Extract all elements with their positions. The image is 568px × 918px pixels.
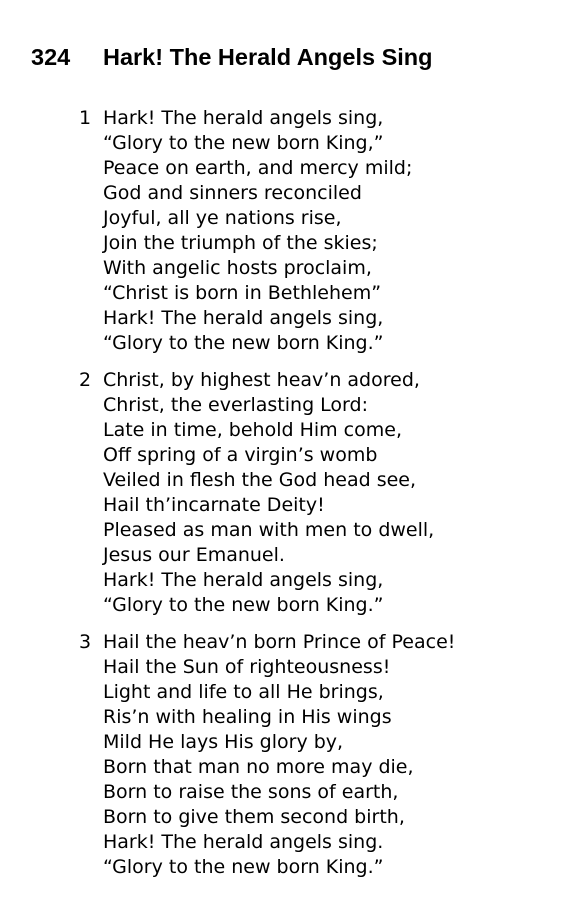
verse-line: Hail th’incarnate Deity! — [103, 494, 325, 516]
verse-line: Born to raise the sons of earth, — [103, 781, 399, 803]
verse-line: Born to give them second birth, — [103, 806, 405, 828]
verse-lines — [103, 630, 568, 880]
verse-line: Pleased as man with men to dwell, — [103, 519, 435, 541]
verse-line: With angelic hosts proclaim, — [103, 257, 372, 279]
verse-line: Peace on earth, and mercy mild; — [103, 157, 413, 179]
verse-line: “Glory to the new born King.” — [103, 594, 384, 616]
verse-line: Hark! The herald angels sing, — [103, 107, 384, 129]
hymn-number: 324 — [31, 43, 71, 70]
verse-line: Off spring of a virgin’s womb — [103, 444, 378, 466]
verse-2 — [0, 368, 568, 618]
verse-line: “Glory to the new born King,” — [103, 132, 384, 154]
verse-number: 1 — [79, 107, 92, 129]
hymn-header — [31, 41, 433, 73]
verse-line: Late in time, behold Him come, — [103, 419, 402, 441]
verse-line: Hark! The herald angels sing, — [103, 569, 384, 591]
verse-line: Hark! The herald angels sing. — [103, 831, 384, 853]
verse-line: Ris’n with healing in His wings — [103, 706, 392, 728]
verse-line: Light and life to all He brings, — [103, 681, 384, 703]
verse-line: Jesus our Emanuel. — [103, 544, 285, 566]
verse-line: Hail the heav’n born Prince of Peace! — [103, 631, 456, 653]
verse-line: “Christ is born in Bethlehem” — [103, 282, 382, 304]
verse-line: Christ, by highest heav’n adored, — [103, 369, 420, 391]
verse-line: God and sinners reconciled — [103, 182, 362, 204]
verse-line: Born that man no more may die, — [103, 756, 414, 778]
verse-line: Joyful, all ye nations rise, — [103, 207, 342, 229]
verse-line: Mild He lays His glory by, — [103, 731, 344, 753]
verse-lines — [103, 106, 568, 356]
verse-lines — [103, 368, 568, 618]
verse-line: Join the triumph of the skies; — [103, 232, 378, 254]
verse-line: Hark! The herald angels sing, — [103, 307, 384, 329]
verse-line: Hail the Sun of righteousness! — [103, 656, 391, 678]
verse-number: 2 — [79, 369, 92, 391]
verse-line: Christ, the everlasting Lord: — [103, 394, 368, 416]
hymn-title: Hark! The Herald Angels Sing — [103, 43, 433, 70]
verse-line: “Glory to the new born King.” — [103, 332, 384, 354]
hymn-verses — [0, 106, 568, 892]
verse-line: “Glory to the new born King.” — [103, 856, 384, 878]
verse-line: Veiled in flesh the God head see, — [103, 469, 417, 491]
verse-number: 3 — [79, 631, 92, 653]
verse-1 — [0, 106, 568, 356]
verse-3 — [0, 630, 568, 880]
